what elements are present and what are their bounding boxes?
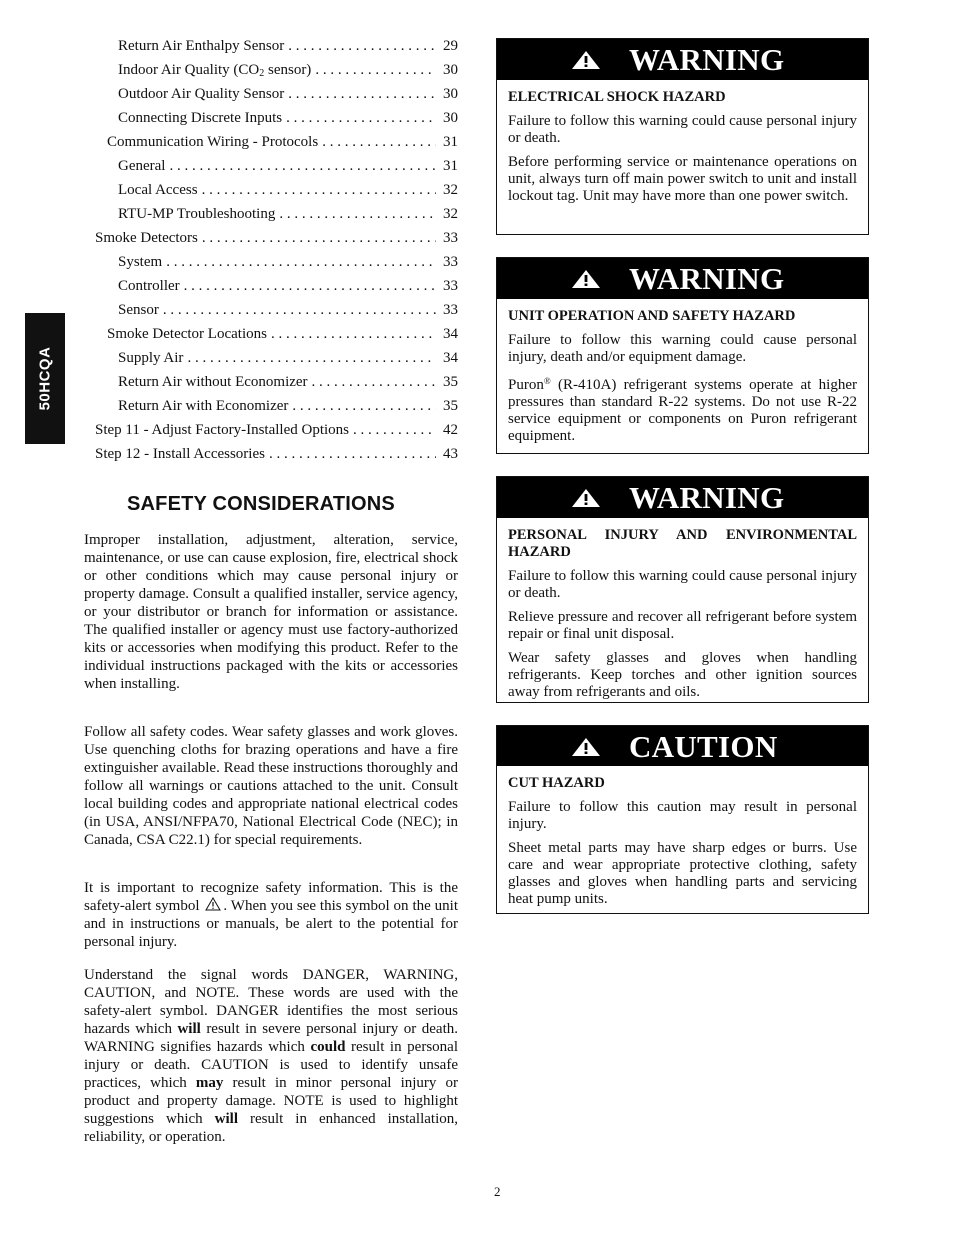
toc-entry-label: [95, 444, 265, 464]
warning-title: WARNING: [629, 261, 785, 296]
toc-entry-label: [95, 228, 198, 248]
warning-header: [497, 39, 868, 80]
safety-paragraph-3: [84, 879, 458, 951]
toc-entry[interactable]: [95, 300, 458, 324]
page-number: 2: [494, 1184, 501, 1199]
safety-paragraph-3-text-a: It is important to recognize safety information. This is the safety-alert symbol: [84, 880, 458, 914]
warning-header: [497, 258, 868, 299]
toc-entry-label-text: Outdoor Air Quality Sensor: [118, 86, 285, 102]
toc-entry-label: [118, 156, 165, 176]
toc-entry-page: 43: [443, 446, 458, 462]
warning-box-environmental: [496, 476, 869, 703]
p4-bold-may: may: [195, 1075, 224, 1091]
warning-text: Failure to follow this warning could cause personal injury or death.: [508, 113, 857, 146]
toc-entry-label: [118, 84, 284, 104]
caution-body: [497, 766, 868, 918]
toc-leader-dots: [202, 228, 436, 248]
toc-entry[interactable]: [95, 60, 458, 84]
toc-entry-label: [107, 324, 267, 344]
toc-leader-dots: [288, 36, 436, 56]
safety-paragraph-2: Follow all safety codes. Wear safety glasses and work gloves. Use quenching cloths for brazing operations and have a fire extinguisher available. Read these instructions thoroughly and follow all warnings or cautions attached to the unit. Consult local building codes and appropriate national electrical codes (in USA, ANSI/NFPA70, National Electrical Code (NEC); in Canada, CSA C22.1) for special requirements.: [84, 724, 458, 848]
toc-entry-label-text: Local Access: [118, 182, 198, 198]
caution-icon: [571, 737, 601, 757]
warning-text: Failure to follow this warning could cause personal injury, death and/or equipment damage.: [508, 332, 857, 365]
warning-text: Failure to follow this warning could cause personal injury or death.: [508, 568, 857, 601]
toc-entry-label: [118, 180, 198, 200]
toc-entry-label: [118, 372, 308, 392]
toc-entry-page: 30: [443, 86, 458, 102]
toc-leader-dots: [202, 180, 436, 200]
warning-icon: [571, 269, 601, 289]
toc-entry[interactable]: [95, 228, 458, 252]
toc-entry-label-text: Connecting Discrete Inputs: [118, 110, 283, 126]
toc-entry-label: [118, 252, 162, 272]
toc-entry-label-text: RTU-MP Troubleshooting: [118, 206, 276, 222]
toc-entry-label-text: Return Air Enthalpy Sensor: [118, 38, 285, 54]
warning-body: [497, 80, 868, 215]
toc-leader-dots: [288, 84, 436, 104]
toc-leader-dots: [279, 204, 436, 224]
toc-entry[interactable]: [95, 276, 458, 300]
toc-leader-dots: [184, 276, 436, 296]
hazard-title: CUT HAZARD: [508, 775, 605, 791]
safety-paragraph-4: [84, 966, 458, 1146]
side-tab-label: 50HCQA: [36, 346, 54, 411]
toc-entry-label: [95, 420, 349, 440]
p4-bold-will: will: [177, 1021, 201, 1037]
toc-entry-label-text: Smoke Detector Locations: [107, 326, 267, 342]
toc-entry[interactable]: [95, 396, 458, 420]
toc-entry-label: [118, 108, 282, 128]
toc-leader-dots: [166, 252, 436, 272]
p4-bold-could: could: [310, 1039, 346, 1055]
toc-entry[interactable]: [95, 372, 458, 396]
warning-icon: [571, 50, 601, 70]
toc-leader-dots: [271, 324, 436, 344]
safety-paragraph-3-text-b: . When you see this symbol on the unit and in instructions or manuals, be alert to the potential for personal injury.: [84, 898, 458, 950]
toc-entry-label-text: Return Air with Economizer: [118, 398, 289, 414]
p4-bold-will: will: [214, 1111, 238, 1127]
toc-entry-page: 33: [443, 302, 458, 318]
toc-entry-label: [118, 348, 183, 368]
warning-box-unit-operation: [496, 257, 869, 454]
toc-entry[interactable]: [95, 204, 458, 228]
toc-entry-page: 35: [443, 374, 458, 390]
toc-entry-page: 33: [443, 230, 458, 246]
warning-title: WARNING: [629, 480, 785, 515]
toc-entry-label-text: Controller: [118, 278, 180, 294]
toc-entry-label-text: Indoor Air Quality (CO: [118, 62, 260, 78]
toc-entry[interactable]: [95, 180, 458, 204]
hazard-title: UNIT OPERATION AND SAFETY HAZARD: [508, 308, 796, 324]
p4-text: result in enhanced installation, reliability, or operation.: [84, 1111, 458, 1145]
toc-leader-dots: [315, 60, 436, 80]
toc-entry-label: [118, 60, 311, 84]
registered-mark: ®: [543, 376, 551, 386]
section-heading: SAFETY CONSIDERATIONS: [127, 493, 395, 515]
warning-text: Before performing service or maintenance operations on unit, always turn off main power switch to unit and install lockout tag. Unit may have more than one power switch.: [508, 154, 857, 204]
toc-entry-label: [118, 204, 275, 224]
toc-entry-page: 42: [443, 422, 458, 438]
toc-entry-label: [118, 276, 180, 296]
toc-entry[interactable]: [95, 156, 458, 180]
toc-entry-subscript: 2: [259, 68, 265, 79]
side-tab: [25, 313, 65, 444]
toc-entry-page: 30: [443, 110, 458, 126]
warning-text: Relieve pressure and recover all refrigerant before system repair or final unit disposal.: [508, 609, 857, 642]
caution-header: [497, 726, 868, 766]
toc-leader-dots: [353, 420, 436, 440]
toc-entry[interactable]: [95, 132, 458, 156]
toc-entry-label-text: Communication Wiring - Protocols: [107, 134, 319, 150]
toc-entry[interactable]: [95, 108, 458, 132]
warning-body: [497, 299, 868, 455]
caution-text: Failure to follow this caution may result in personal injury.: [508, 799, 857, 832]
toc-entry[interactable]: [95, 420, 458, 444]
warning-text: [508, 373, 857, 445]
toc-entry-page: 30: [443, 62, 458, 78]
toc-entry-page: 35: [443, 398, 458, 414]
toc-entry-label-text: Step 11 - Adjust Factory-Installed Options: [95, 422, 350, 438]
caution-title: CAUTION: [629, 728, 778, 764]
table-of-contents: [95, 36, 458, 468]
toc-leader-dots: [169, 156, 436, 176]
toc-entry-page: 32: [443, 182, 458, 198]
toc-entry-label: [118, 36, 284, 56]
safety-paragraph-1: Improper installation, adjustment, alteration, service, maintenance, or use can cause explosion, fire, electrical shock or other conditions which may cause personal injury or property damage. Consult a qualified installer, service agency, or your distributor or branch for information or assistance. The qualified installer or agency must use factory-authorized kits or accessories when modifying this product. Refer to the individual instructions packaged with the kits or accessories when installing.: [84, 532, 458, 692]
toc-entry-label-text: Return Air without Economizer: [118, 374, 308, 390]
p4-text: result in personal injury or death. CAUTION is used to identify unsafe practices, which: [84, 1039, 458, 1091]
warning-body: [497, 518, 868, 711]
p4-text: result in minor personal injury or product and property damage. NOTE is used to highlight suggestions which: [84, 1075, 458, 1127]
toc-entry-page: 33: [443, 278, 458, 294]
toc-leader-dots: [269, 444, 436, 464]
toc-entry-page: 34: [443, 326, 458, 342]
toc-entry[interactable]: [95, 444, 458, 468]
toc-leader-dots: [187, 348, 436, 368]
safety-alert-icon: [205, 897, 221, 911]
caution-text: Sheet metal parts may have sharp edges or burrs. Use care and wear appropriate protective clothing, safety glasses and gloves when handling parts and servicing heat pump units.: [508, 840, 857, 907]
warning-header: [497, 477, 868, 518]
toc-leader-dots: [163, 300, 436, 320]
caution-box-cut: [496, 725, 869, 914]
toc-entry[interactable]: [95, 348, 458, 372]
toc-entry-page: 33: [443, 254, 458, 270]
warning-text: Wear safety glasses and gloves when handling refrigerants. Keep torches and other ignition sources away from refrigerants and oils.: [508, 650, 857, 700]
toc-entry-label-text: General: [118, 158, 166, 174]
warning-text-rest: (R-410A) refrigerant systems operate at higher pressures than standard R-22 systems. Do not use R-22 service equipment or components on Puron refrigerant equipment.: [508, 377, 857, 444]
warning-title: WARNING: [629, 42, 785, 77]
toc-entry-page: 32: [443, 206, 458, 222]
warning-icon: [571, 488, 601, 508]
p4-text: Understand the signal words DANGER, WARNING, CAUTION, and NOTE. These words are used with the safety-alert symbol. DANGER identifies the most serious hazards which: [84, 967, 458, 1037]
toc-leader-dots: [286, 108, 436, 128]
toc-entry-page: 29: [443, 38, 458, 54]
toc-leader-dots: [292, 396, 436, 416]
toc-entry-label: [118, 396, 288, 416]
toc-entry-label-suffix: sensor): [264, 62, 312, 78]
toc-entry-page: 31: [443, 158, 458, 174]
toc-entry[interactable]: [95, 324, 458, 348]
toc-entry[interactable]: [95, 36, 458, 60]
warning-box-electrical: [496, 38, 869, 235]
p4-text: result in severe personal injury or death. WARNING signifies hazards which: [84, 1021, 458, 1055]
toc-entry-label-text: Step 12 - Install Accessories: [95, 446, 265, 462]
brand-name: Puron: [508, 377, 544, 393]
toc-entry[interactable]: [95, 252, 458, 276]
hazard-title: PERSONAL INJURY AND ENVIRONMENTAL HAZARD: [508, 527, 857, 560]
toc-entry-label: [107, 132, 318, 152]
toc-entry-label-text: Sensor: [118, 302, 159, 318]
hazard-title: ELECTRICAL SHOCK HAZARD: [508, 89, 726, 105]
toc-leader-dots: [312, 372, 436, 392]
toc-leader-dots: [322, 132, 436, 152]
toc-entry[interactable]: [95, 84, 458, 108]
toc-entry-label-text: Supply Air: [118, 350, 184, 366]
toc-entry-page: 34: [443, 350, 458, 366]
toc-entry-page: 31: [443, 134, 458, 150]
toc-entry-label: [118, 300, 159, 320]
toc-entry-label-text: System: [118, 254, 163, 270]
toc-entry-label-text: Smoke Detectors: [95, 230, 198, 246]
